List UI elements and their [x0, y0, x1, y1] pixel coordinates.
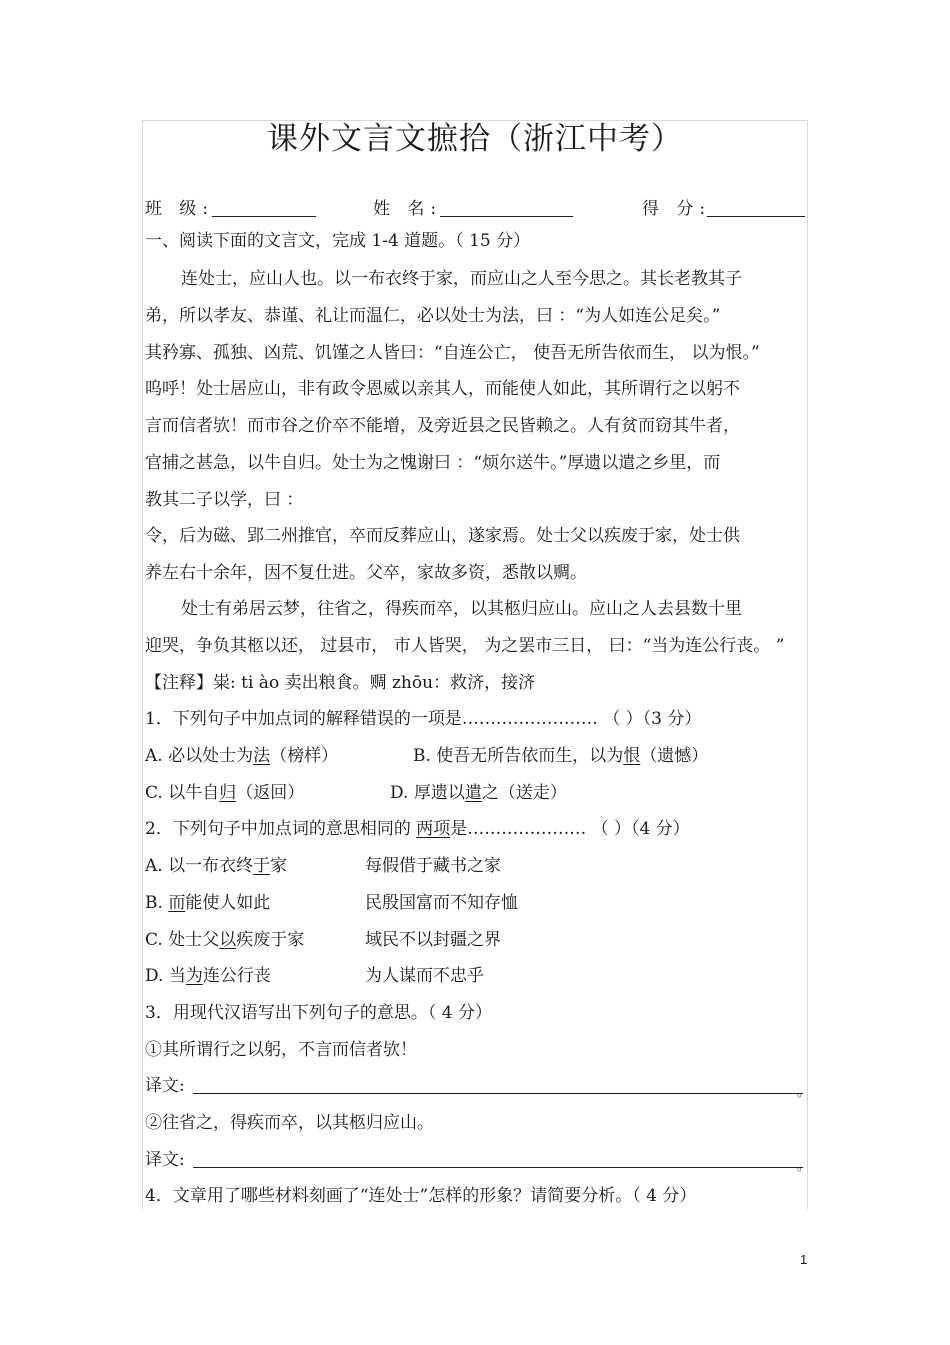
passage-line: 教其二子以学，曰 ： — [145, 490, 304, 510]
translation-label: 译文: — [145, 1150, 185, 1170]
translation-label: 译文: — [145, 1076, 185, 1096]
score-blank[interactable] — [707, 196, 805, 217]
passage-line: 言而信者欤！而市谷之价卒不能增，及旁近县之民皆赖之。人有贫而窃其牛者， — [145, 416, 740, 436]
passage-line: 弟，所以孝友、恭谨、礼让而温仁，必以处士为法，曰 ：“为人如连公足矣。” — [145, 306, 721, 326]
q1-option-a[interactable]: A. 必以处士为法（榜样） — [145, 746, 339, 766]
page-title: 课外文言文摭拾（浙江中考） — [267, 121, 683, 157]
q2-option-a-compare: 每假借于藏书之家 — [365, 856, 501, 876]
page-number: 1 — [800, 1252, 808, 1267]
passage-line: 呜呼！处士居应山，非有政令恩威以亲其人，而能使人如此，其所谓行之以躬不 — [145, 379, 740, 399]
translation-1-input[interactable] — [193, 1073, 803, 1094]
q2-option-b[interactable]: B. 而能使人如此 — [145, 893, 271, 913]
end-mark: 。 — [797, 1085, 810, 1099]
passage-line: 其矜寡、孤独、凶荒、饥馑之人皆曰：“自连公亡， 使吾无所告依而生， 以为恨。” — [145, 343, 760, 363]
translation-2-input[interactable] — [193, 1147, 803, 1168]
name-label: 姓 名: — [373, 199, 443, 219]
q2-option-a[interactable]: A. 以一布衣终于家 — [145, 856, 288, 876]
passage-line: 连处士，应山人也。以一布衣终于家，而应山之人至今思之。其长老教其子 — [181, 269, 742, 289]
question-3-stem: 3．用现代汉语写出下列句子的意思。（ 4 分） — [145, 1003, 492, 1023]
section-heading: 一、阅读下面的文言文，完成 1-4 道题。（ 15 分） — [145, 231, 531, 251]
name-blank[interactable] — [440, 196, 573, 217]
question-2-stem: 2．下列句子中加点词的意思相同的 两项是………………… （ ）（4 分） — [145, 819, 690, 839]
q3-sentence-1: ①其所谓行之以躬，不言而信者欤！ — [145, 1040, 417, 1060]
score-label: 得 分: — [642, 199, 712, 219]
q1-option-d[interactable]: D. 厚遗以遣之（送走） — [390, 783, 567, 803]
q2-option-d[interactable]: D. 当为连公行丧 — [145, 966, 271, 986]
q1-option-c[interactable]: C. 以牛自归（返回） — [145, 783, 305, 803]
q2-option-d-compare: 为人谋而不忠乎 — [365, 966, 484, 986]
passage-line: 养左右十余年，因不复仕进。父卒，家故多资，悉散以赒。 — [145, 563, 587, 583]
end-mark: 。 — [797, 1159, 810, 1173]
passage-line: 令，后为磁、郢二州推官，卒而反葬应山，遂家焉。处士父以疾废于家，处士供 — [145, 526, 740, 546]
q2-option-c[interactable]: C. 处士父以疾废于家 — [145, 930, 305, 950]
class-label: 班 级: — [145, 199, 215, 219]
question-1-stem: 1．下列句子中加点词的解释错误的一项是…………………… （ ）（3 分） — [145, 709, 702, 729]
q2-option-c-compare: 域民不以封疆之界 — [365, 930, 501, 950]
question-4-stem: 4．文章用了哪些材料刻画了“连处士”怎样的形象？请简要分析。（ 4 分） — [145, 1186, 697, 1206]
annotation-note: 【注释】粜: ti ào 卖出粮食。赒 zhōu：救济，接济 — [145, 673, 536, 693]
q1-option-b[interactable]: B. 使吾无所告依而生，以为恨（遗憾） — [413, 746, 709, 766]
class-blank[interactable] — [212, 196, 316, 217]
passage-line: 官捕之甚急，以牛自归。处士为之愧谢曰 ：“烦尔送牛。”厚遗以遣之乡里，而 — [145, 453, 721, 473]
q3-sentence-2: ②往省之，得疾而卒，以其柩归应山。 — [145, 1113, 434, 1133]
passage-line: 处士有弟居云梦，往省之，得疾而卒，以其柩归应山。应山之人去县数十里 — [181, 599, 742, 619]
q2-option-b-compare: 民殷国富而不知存恤 — [365, 893, 518, 913]
passage-line: 迎哭，争负其柩以还， 过县市， 市人皆哭， 为之罢市三日， 曰：“当为连公行丧。 ” — [145, 636, 785, 656]
